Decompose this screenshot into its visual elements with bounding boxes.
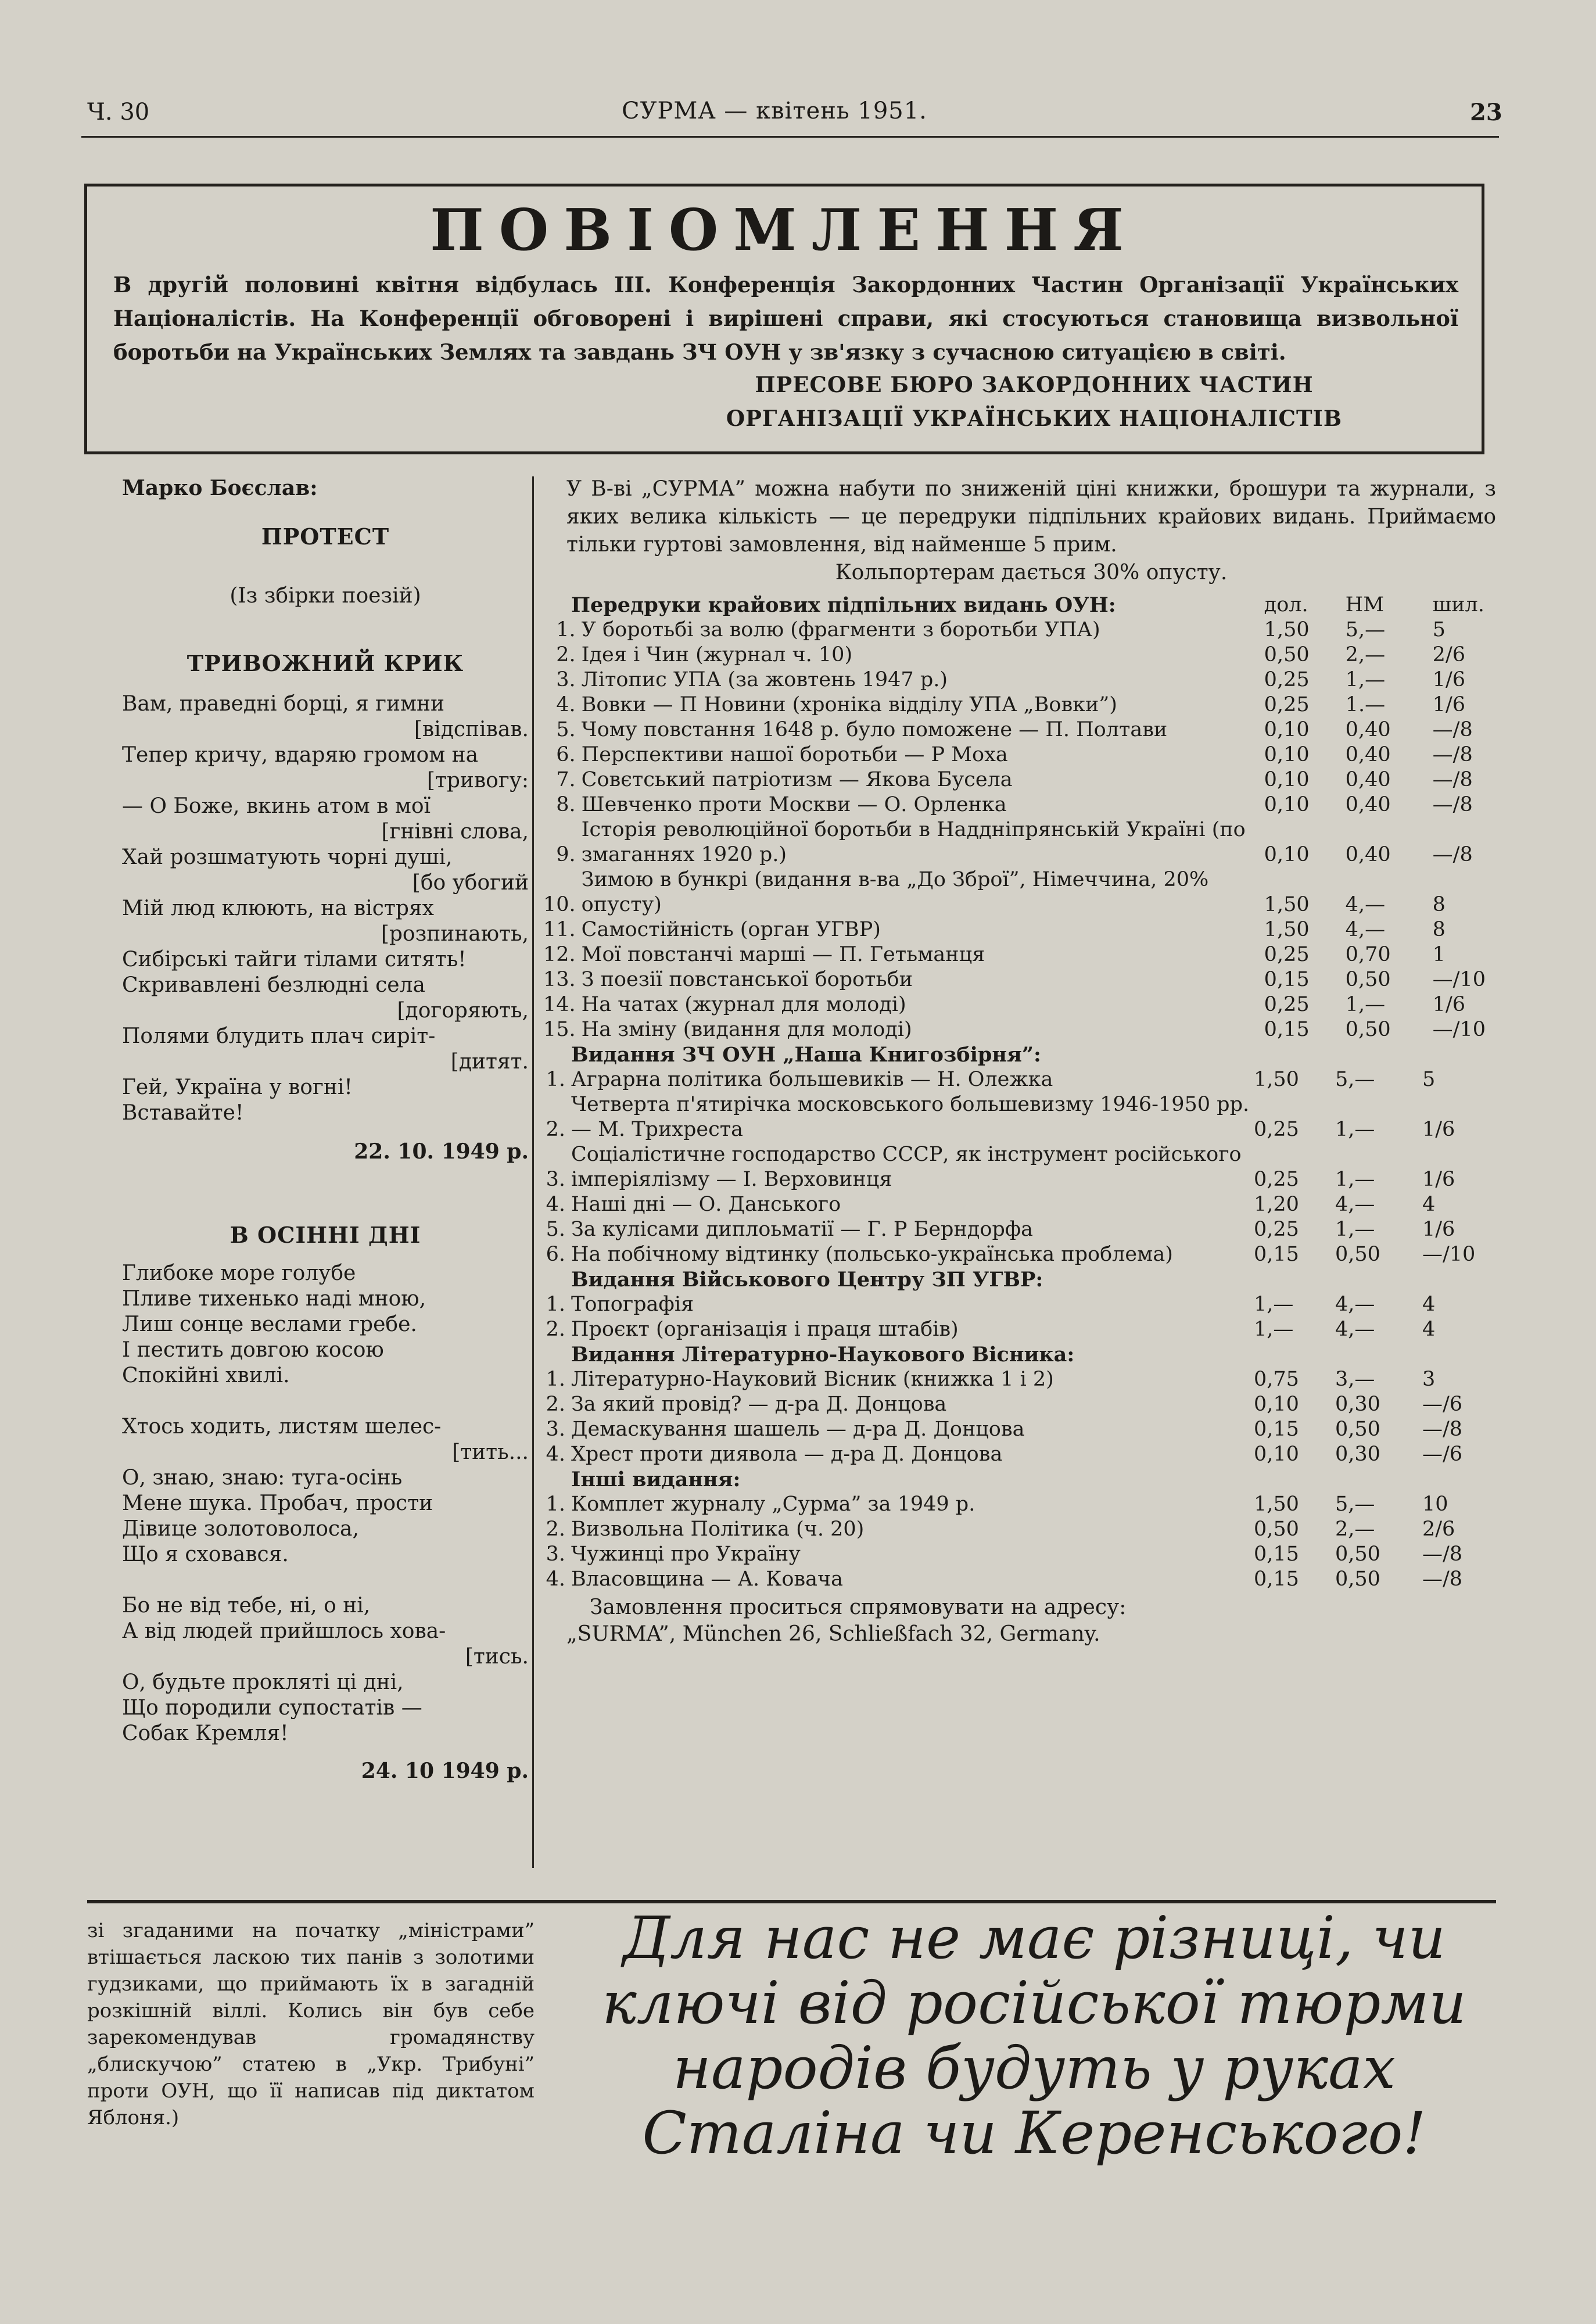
catalog-intro <box>543 475 1496 587</box>
poem-line: Тепер кричу, вдаряю громом на <box>122 743 479 767</box>
price-dm: 0,40 <box>1345 768 1391 791</box>
catalog-row <box>543 967 1496 992</box>
intro-text: У В-ві „СУРМА” можна набути по зниженій ціні книжки, брошури та журнали, з яких велика кількість — це передруки підпільних крайових видань. Приймаємо тільки гуртові замовлення, від найменше 5 прим. <box>566 477 1496 557</box>
price-table <box>543 1342 1496 1467</box>
announcement-title: ПОВІОМЛЕННЯ <box>430 197 1139 264</box>
price-usd: 0,25 <box>1254 1218 1299 1241</box>
poem-2-stanza <box>122 1414 529 1568</box>
price-shilling: —/6 <box>1422 1393 1463 1416</box>
bottom-rule <box>87 1900 1496 1903</box>
poem-2-date: 24. 10 1949 р. <box>361 1759 529 1783</box>
column-header: НМ <box>1345 593 1385 616</box>
price-usd: 1,— <box>1254 1293 1294 1316</box>
item-number: 15. <box>543 1018 576 1041</box>
item-title: Вовки — П Новини (хроніка відділу УПА „Вовки”) <box>581 693 1117 716</box>
price-usd: 1,50 <box>1254 1493 1299 1516</box>
price-dm: 4,— <box>1345 918 1386 941</box>
item-title: Власовщина — А. Ковача <box>571 1568 844 1591</box>
price-dm: 0,40 <box>1345 843 1391 866</box>
page-number: 23 <box>1470 99 1502 126</box>
section-header-row <box>543 1267 1496 1292</box>
price-dm: 2,— <box>1335 1518 1375 1541</box>
poem-line: Глибоке море голубе <box>122 1261 356 1285</box>
price-usd: 0,50 <box>1264 643 1310 666</box>
price-shilling: 4 <box>1422 1293 1436 1316</box>
item-number: 13. <box>543 968 576 991</box>
empty-cell <box>1422 1342 1496 1367</box>
announcement-signature <box>610 368 1458 435</box>
price-shilling: 1/6 <box>1422 1218 1455 1241</box>
item-number: 2. <box>556 643 576 666</box>
price-dm: 0,40 <box>1345 793 1391 816</box>
price-shilling: —/8 <box>1432 718 1473 741</box>
poem-2-stanza <box>122 1593 529 1746</box>
column-rule <box>532 476 534 1868</box>
item-title: Проєкт (організація і праця штабів) <box>571 1318 959 1341</box>
price-usd: 1,20 <box>1254 1193 1299 1216</box>
price-usd: 0,15 <box>1254 1418 1299 1441</box>
catalog-row <box>543 1417 1496 1442</box>
catalog-row <box>543 1092 1496 1142</box>
catalog-row <box>543 867 1496 917</box>
price-usd: 1,50 <box>1264 918 1310 941</box>
price-usd: 0,25 <box>1264 993 1310 1016</box>
item-title: Совєтський патріотизм — Якова Бусела <box>581 768 1013 791</box>
item-title: Мої повстанчі марші — П. Гетьманця <box>581 943 985 966</box>
collection-note: (Із збірки поезій) <box>229 584 421 608</box>
item-number: 6. <box>546 1243 565 1266</box>
poem-line: Хай розшматують чорні душі, <box>122 845 453 869</box>
poem-2-stanza <box>122 1261 529 1389</box>
item-title: На зміну (видання для молоді) <box>581 1018 912 1041</box>
price-dm: 0,70 <box>1345 943 1391 966</box>
price-shilling: 1 <box>1432 943 1446 966</box>
catalog-row <box>543 668 1496 693</box>
item-title: Ідея і Чин (журнал ч. 10) <box>581 643 853 666</box>
empty-cell <box>1254 1467 1335 1492</box>
price-dm: 1,— <box>1335 1118 1375 1141</box>
poem-line: Вам, праведні борці, я гимни <box>122 692 444 716</box>
price-dm: 3,— <box>1335 1368 1375 1391</box>
item-title: Визвольна Політика (ч. 20) <box>571 1518 865 1541</box>
price-table <box>543 1267 1496 1342</box>
item-number: 1. <box>546 1368 565 1391</box>
slogan-line: ключі від російської тюрми <box>602 1969 1466 2037</box>
poem-line: [дитят. <box>450 1050 529 1074</box>
catalog-row <box>543 1217 1496 1242</box>
poem-line: [гнівні слова, <box>381 820 529 844</box>
item-number: 3. <box>556 668 576 691</box>
catalog-row <box>543 1542 1496 1567</box>
item-title: Демаскування шашель — д-ра Д. Донцова <box>571 1418 1025 1441</box>
item-number: 10. <box>543 893 576 916</box>
header-rule <box>81 136 1499 138</box>
price-dm: 5,— <box>1345 618 1386 641</box>
price-shilling: —/10 <box>1422 1243 1476 1266</box>
poem-author: Марко Боєслав: <box>122 476 318 500</box>
price-shilling: —/8 <box>1432 768 1473 791</box>
poem-line: А від людей прийшлось хова- <box>122 1619 446 1643</box>
price-usd: 0,10 <box>1264 793 1310 816</box>
price-shilling: —/6 <box>1422 1443 1463 1466</box>
price-dm: 0,50 <box>1335 1543 1380 1566</box>
price-shilling: 4 <box>1422 1193 1436 1216</box>
signature-line-1: ПРЕСОВЕ БЮРО ЗАКОРДОННИХ ЧАСТИН <box>755 372 1314 397</box>
poem-line: [тить... <box>452 1440 529 1464</box>
section-header-row <box>543 1042 1496 1067</box>
poem-line: Скривавлені безлюдні села <box>122 973 425 997</box>
price-usd: 0,15 <box>1254 1543 1299 1566</box>
poem-line: [бо убогий <box>412 871 529 895</box>
price-shilling: 3 <box>1422 1368 1436 1391</box>
item-title: У боротьбі за волю (фрагменти з боротьби УПА) <box>581 618 1100 641</box>
order-line: Замовлення проситься спрямовувати на адресу: <box>590 1595 1127 1619</box>
price-shilling: —/8 <box>1422 1568 1463 1591</box>
poem-title: ТРИВОЖНИЙ КРИК <box>187 650 464 676</box>
item-title: Шевченко проти Москви — О. Орленка <box>581 793 1007 816</box>
running-head: СУРМА — квітень 1951. <box>622 98 927 124</box>
section-title: Видання Літературно-Наукового Вісника: <box>571 1343 1075 1367</box>
price-dm: 1.— <box>1345 693 1386 716</box>
price-shilling: 8 <box>1432 893 1446 916</box>
poem-line: Мій люд клюють, на вістрях <box>122 896 434 920</box>
item-title: На побічному відтинку (польсько-українська проблема) <box>571 1243 1173 1266</box>
item-title: Соціалістичне господарство СССР, як інструмент російського імперіялізму — І. Верховинця <box>571 1143 1242 1191</box>
item-title: Четверта п'ятирічка московського большевизму 1946-1950 рр. — М. Трихреста <box>571 1093 1250 1141</box>
price-dm: 1,— <box>1345 668 1386 691</box>
price-usd: 1,50 <box>1264 618 1310 641</box>
empty-cell <box>1254 1042 1335 1067</box>
price-shilling: —/10 <box>1432 1018 1486 1041</box>
price-dm: 0,50 <box>1345 1018 1391 1041</box>
catalog-row <box>543 1567 1496 1592</box>
price-dm: 0,50 <box>1335 1243 1380 1266</box>
price-usd: 0,15 <box>1254 1568 1299 1591</box>
price-shilling: 4 <box>1422 1318 1436 1341</box>
slogan-line: Сталіна чи Керенського! <box>642 2099 1426 2167</box>
price-shilling: —/8 <box>1422 1418 1463 1441</box>
price-shilling: —/8 <box>1432 843 1473 866</box>
order-address <box>543 1594 1496 1648</box>
price-dm: 1,— <box>1335 1218 1375 1241</box>
price-dm: 0,30 <box>1335 1393 1380 1416</box>
catalog-column <box>543 475 1496 1648</box>
section-header-row <box>543 1467 1496 1492</box>
price-dm: 1,— <box>1335 1168 1375 1191</box>
price-usd: 1,50 <box>1264 893 1310 916</box>
collection-title: ПРОТЕСТ <box>261 523 390 550</box>
item-number: 1. <box>546 1068 565 1091</box>
item-title: Зимою в бункрі (видання в-ва „До Зброї”, Німеччина, 20% опусту) <box>581 868 1209 916</box>
empty-cell <box>1422 1267 1496 1292</box>
catalog-row <box>543 768 1496 792</box>
price-usd: 0,50 <box>1254 1518 1299 1541</box>
poem-line: Мене шука. Пробач, прости <box>122 1491 433 1515</box>
price-table <box>543 593 1496 1042</box>
item-title: За кулісами диплоьматії — Г. Р Берндорфа <box>571 1218 1034 1241</box>
price-shilling: 2/6 <box>1432 643 1465 666</box>
catalog-row <box>543 1292 1496 1317</box>
catalog-row <box>543 693 1496 718</box>
slogan-line: народів будуть у руках <box>672 2034 1396 2102</box>
catalog-row <box>543 1317 1496 1342</box>
item-number: 1. <box>556 618 576 641</box>
price-dm: 4,— <box>1335 1318 1375 1341</box>
poem-line: О, будьте прокляті ці дні, <box>122 1670 404 1694</box>
empty-cell <box>1422 1467 1496 1492</box>
catalog-row <box>543 1067 1496 1092</box>
price-shilling: 8 <box>1432 918 1446 941</box>
price-shilling: 2/6 <box>1422 1518 1455 1541</box>
slogan <box>558 1906 1511 2166</box>
catalog-row <box>543 942 1496 967</box>
price-shilling: 1/6 <box>1432 668 1465 691</box>
poem-line: Гей, Україна у вогні! <box>122 1075 353 1099</box>
price-usd: 0,15 <box>1254 1243 1299 1266</box>
poem-line: Вставайте! <box>122 1101 244 1125</box>
catalog-row <box>543 1242 1496 1267</box>
price-usd: 0,25 <box>1264 668 1310 691</box>
announcement-box <box>84 184 1484 454</box>
catalog-row <box>543 992 1496 1017</box>
order-address-line: „SURMA”, München 26, Schließfach 32, Germany. <box>566 1622 1100 1646</box>
price-usd: 0,25 <box>1264 943 1310 966</box>
poem-line: О, знаю, знаю: туга-осінь <box>122 1466 403 1490</box>
poems-column <box>122 475 529 1784</box>
price-usd: 0,25 <box>1264 693 1310 716</box>
price-dm: 0,50 <box>1335 1568 1380 1591</box>
price-dm: 5,— <box>1335 1068 1375 1091</box>
price-shilling: 5 <box>1432 618 1446 641</box>
price-dm: 1,— <box>1345 993 1386 1016</box>
price-usd: 0,15 <box>1264 968 1310 991</box>
price-shilling: 5 <box>1422 1068 1436 1091</box>
price-usd: 0,10 <box>1264 718 1310 741</box>
item-number: 8. <box>556 793 576 816</box>
section-title: Інші видання: <box>571 1468 741 1491</box>
announcement-body: В другій половині квітня відбулась III. Конференція Закордонних Частин Організації Українських Націоналістів. На Конференції обговорені і вирішені справи, які стосуються становища визвольної боротьби на Українських Землях та завдань ЗЧ ОУН у зв'язку з сучасною ситуацією в світі. <box>113 272 1458 365</box>
empty-cell <box>1335 1267 1422 1292</box>
catalog-row <box>543 1442 1496 1467</box>
item-number: 14. <box>543 993 576 1016</box>
item-number: 4. <box>556 693 576 716</box>
poem-1-text <box>122 691 529 1126</box>
item-number: 3. <box>546 1543 565 1566</box>
poem-line: І пестить довгою косою <box>122 1338 384 1362</box>
price-dm: 5,— <box>1335 1493 1375 1516</box>
price-usd: 1,— <box>1254 1318 1294 1341</box>
catalog-row <box>543 817 1496 867</box>
item-title: З поезії повстанської боротьби <box>581 968 913 991</box>
price-usd: 0,10 <box>1254 1443 1299 1466</box>
section-header-row <box>543 1342 1496 1367</box>
price-dm: 4,— <box>1335 1293 1375 1316</box>
item-title: Літературно-Науковий Вісник (книжка 1 і 2) <box>571 1368 1054 1391</box>
catalog-row <box>543 1492 1496 1517</box>
catalog-row <box>543 718 1496 743</box>
empty-cell <box>1335 1342 1422 1367</box>
poem-line: Що я сховався. <box>122 1543 289 1566</box>
price-usd: 0,10 <box>1254 1393 1299 1416</box>
price-shilling: 1/6 <box>1432 693 1465 716</box>
price-dm: 0,50 <box>1335 1418 1380 1441</box>
item-title: Наші дні — О. Данського <box>571 1193 841 1216</box>
item-title: Історія революційної боротьби в Наддніпрянській Україні (по змаганнях 1920 р.) <box>581 818 1246 866</box>
item-number: 11. <box>543 918 576 941</box>
catalog-row <box>543 1367 1496 1392</box>
item-number: 2. <box>546 1318 565 1341</box>
item-title: Комплет журналу „Сурма” за 1949 р. <box>571 1493 975 1516</box>
item-title: Чужинці про Україну <box>571 1543 801 1566</box>
price-usd: 0,25 <box>1254 1168 1299 1191</box>
item-title: За який провід? — д-ра Д. Донцова <box>571 1393 947 1416</box>
section-title: Видання ЗЧ ОУН „Наша Книгозбірня”: <box>571 1043 1041 1067</box>
catalog-row <box>543 618 1496 643</box>
price-usd: 1,50 <box>1254 1068 1299 1091</box>
item-number: 3. <box>546 1168 565 1191</box>
price-dm: 2,— <box>1345 643 1386 666</box>
price-usd: 0,75 <box>1254 1368 1299 1391</box>
poem-line: [тись. <box>465 1645 529 1669</box>
poem-line: Спокійні хвилі. <box>122 1364 290 1387</box>
poem-line: [розпинають, <box>381 922 529 946</box>
catalog-row <box>543 1017 1496 1042</box>
signature-line-2: ОРГАНІЗАЦІЇ УКРАЇНСЬКИХ НАЦІОНАЛІСТІВ <box>726 406 1343 431</box>
poem-title: В ОСІННІ ДНІ <box>229 1222 421 1248</box>
price-usd: 0,25 <box>1254 1118 1299 1141</box>
item-number: 4. <box>546 1193 565 1216</box>
catalog-row <box>543 643 1496 668</box>
price-dm: 0,40 <box>1345 718 1391 741</box>
item-number: 5. <box>556 718 576 741</box>
catalog-row <box>543 1517 1496 1542</box>
price-dm: 0,50 <box>1345 968 1391 991</box>
empty-cell <box>1254 1267 1335 1292</box>
item-number: 6. <box>556 743 576 766</box>
poem-line: Бо не від тебе, ні, о ні, <box>122 1594 371 1618</box>
price-dm: 4,— <box>1335 1193 1375 1216</box>
poem-line: [догоряють, <box>397 999 529 1023</box>
slogan-line: Для нас не має різниці, чи <box>622 1904 1446 1972</box>
item-title: Літопис УПА (за жовтень 1947 р.) <box>581 668 948 691</box>
catalog-row <box>543 1392 1496 1417</box>
column-header: шил. <box>1432 593 1484 616</box>
item-number: 3. <box>546 1418 565 1441</box>
empty-cell <box>1335 1467 1422 1492</box>
poem-line: Що породили супостатів — <box>122 1696 422 1720</box>
price-shilling: —/8 <box>1422 1543 1463 1566</box>
poem-line: Полями блудить плач сиріт- <box>122 1024 436 1048</box>
item-number: 12. <box>543 943 576 966</box>
item-number: 2. <box>546 1393 565 1416</box>
item-number: 1. <box>546 1493 565 1516</box>
item-number: 2. <box>546 1118 565 1141</box>
price-shilling: 1/6 <box>1432 993 1465 1016</box>
item-number: 4. <box>546 1443 565 1466</box>
price-shilling: —/10 <box>1432 968 1486 991</box>
poem-line: — О Боже, вкинь атом в мої <box>122 794 431 818</box>
poem-line: Сибірські тайги тілами ситять! <box>122 948 467 971</box>
price-table <box>543 1042 1496 1267</box>
poem-line: Лиш сонце веслами гребе. <box>122 1312 417 1336</box>
item-number: 9. <box>556 843 576 866</box>
poem-line: Собак Кремля! <box>122 1722 289 1745</box>
poem-line: Хтось ходить, листям шелес- <box>122 1415 442 1439</box>
column-header: дол. <box>1264 593 1308 616</box>
price-list <box>543 593 1496 1592</box>
poem-line: [тривогу: <box>426 769 529 792</box>
price-usd: 0,10 <box>1264 768 1310 791</box>
section-header-row <box>543 593 1496 618</box>
price-usd: 0,15 <box>1264 1018 1310 1041</box>
item-title: Чому повстання 1648 р. було поможене — П. Полтави <box>581 718 1168 741</box>
poem-line: [відспівав. <box>414 718 529 741</box>
poem-line: Дівице золотоволоса, <box>122 1517 359 1541</box>
price-dm: 0,30 <box>1335 1443 1380 1466</box>
poem-1-date: 22. 10. 1949 р. <box>354 1139 529 1164</box>
empty-cell <box>1422 1042 1496 1067</box>
footnote-text: зі згаданими на початку „міністрами” втішається ласкою тих панів з золотими гудзиками, що приймають їх в загадній розкішній віллі. Колись він був себе зарекомендував громадянству „блискучою” статею в „Укр. Трибуні” проти ОУН, що її написав під диктатом Яблоня.) <box>87 1919 535 2129</box>
catalog-row <box>543 917 1496 942</box>
catalog-row <box>543 743 1496 768</box>
price-table <box>543 1467 1496 1592</box>
price-usd: 0,10 <box>1264 743 1310 766</box>
item-number: 4. <box>546 1568 565 1591</box>
issue-number: Ч. 30 <box>87 99 150 125</box>
price-dm: 4,— <box>1345 893 1386 916</box>
item-number: 5. <box>546 1218 565 1241</box>
item-title: Хрест проти диявола — д-ра Д. Донцова <box>571 1443 1003 1466</box>
item-number: 2. <box>546 1518 565 1541</box>
price-shilling: —/8 <box>1432 793 1473 816</box>
item-title: Топографія <box>571 1293 694 1316</box>
price-shilling: 1/6 <box>1422 1118 1455 1141</box>
section-title: Передруки крайових підпільних видань ОУН: <box>571 593 1116 617</box>
catalog-row <box>543 792 1496 817</box>
empty-cell <box>1335 1042 1422 1067</box>
price-usd: 0,10 <box>1264 843 1310 866</box>
catalog-row <box>543 1142 1496 1192</box>
price-shilling: 10 <box>1422 1493 1448 1516</box>
price-dm: 0,40 <box>1345 743 1391 766</box>
item-title: На чатах (журнал для молоді) <box>581 993 906 1016</box>
price-shilling: —/8 <box>1432 743 1473 766</box>
empty-cell <box>1254 1342 1335 1367</box>
catalog-row <box>543 1192 1496 1217</box>
item-title: Самостійність (орган УГВР) <box>581 918 881 941</box>
item-title: Аграрна політика большевиків — Н. Олежка <box>571 1068 1053 1091</box>
intro-discount: Кольпортерам дається 30% опусту. <box>835 561 1228 584</box>
item-title: Перспективи нашої боротьби — Р Моха <box>581 743 1008 766</box>
poem-line: Пливе тихенько наді мною, <box>122 1287 426 1311</box>
price-shilling: 1/6 <box>1422 1168 1455 1191</box>
section-title: Видання Військового Центру ЗП УГВР: <box>571 1268 1043 1292</box>
item-number: 7. <box>556 768 576 791</box>
item-number: 1. <box>546 1293 565 1316</box>
